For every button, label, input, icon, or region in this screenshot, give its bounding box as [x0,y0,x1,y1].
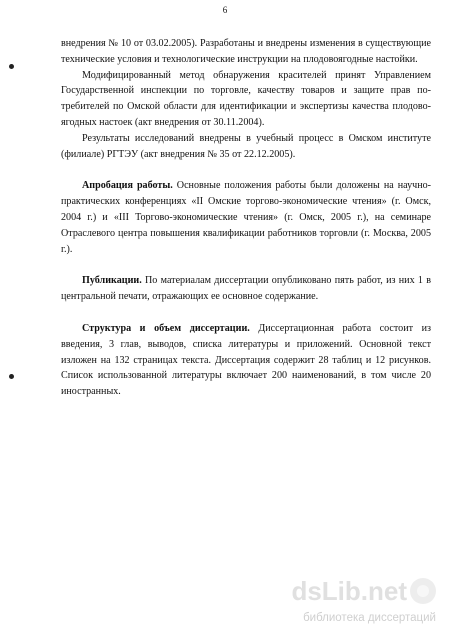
section-heading-publications: Публикации. [82,275,142,287]
dslib-logo-icon [410,578,436,604]
dslib-watermark [276,576,436,624]
page-number: 6 [222,5,228,15]
paragraph-text: Основные положения работы были доложены на научно-практических конференциях «II Омские торгово-экономические чтения» (г. Омск, 2004 г.) и «III Торгово-экономические чтения» (г. Омск, 2005 г.), на семинаре Отраслевого центра повышения квалификации работников торговли (г. Москва, 2005 г.). [61,180,431,255]
paragraph-education [61,131,431,163]
punch-hole-bottom [9,374,14,379]
watermark-logo-text: dsLib.net [291,575,407,606]
paragraph-text: По материалам диссертации опубликовано пять работ, из них 1 в центральной печати, отражающих ее основное содержание. [61,275,431,303]
paragraph-text: Диссертационная работа состоит из введения, 3 глав, выводов, списка литературы и приложений. Основной текст изложен на 132 страницах текста. Диссертация содержит 28 таблиц и 12 рисунков. Список использованной литературы включает 200 наименований, в том числе 20 иностранных. [61,322,431,398]
paragraph-approbation [61,178,431,257]
paragraph-text: внедрения № 10 от 03.02.2005). Разработаны и внедрены изменения в существующие технические условия и технологические инструкции на плодовоягодные настойки. [61,38,431,65]
paragraph-method [61,68,431,131]
section-heading-approbation: Апробация работы. [82,180,173,192]
paragraph-text: Результаты исследований внедрены в учебный процесс в Омском институте (филиале) РГТЭУ (акт внедрения № 35 от 22.12.2005). [61,132,431,160]
paragraph-implementation [61,36,431,68]
punch-hole-top [9,64,14,69]
paragraph-text: Модифицированный метод обнаружения красителей принят Управлением Государственной инспекции по торговле, качеству товаров и защите прав потребителей по Омской области для идентификации и экспертизы качества плодово-ягодных настоек (акт внедрения от 30.11.2004). [61,69,431,128]
document-body [61,36,431,400]
watermark-tagline: библиотека диссертаций [303,612,436,624]
paragraph-structure [61,321,431,400]
watermark-logo-row [291,576,436,606]
paragraph-publications [61,273,431,305]
section-heading-structure: Структура и объем диссертации. [82,322,250,334]
